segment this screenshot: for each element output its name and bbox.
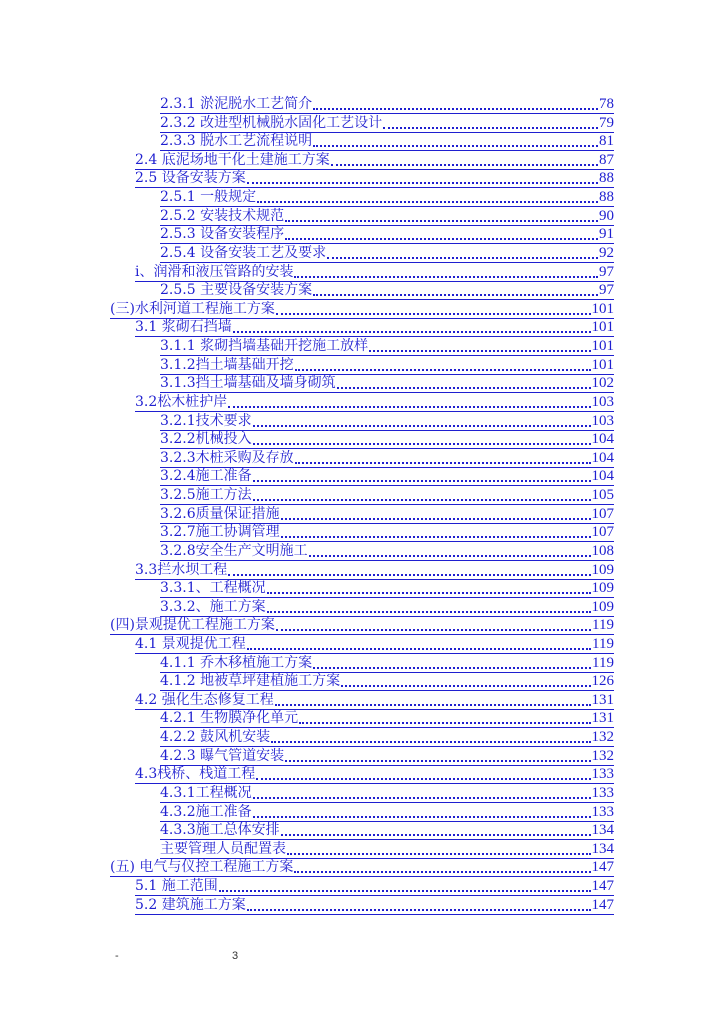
toc-dot-leader	[313, 104, 598, 110]
toc-entry-page: 133	[591, 766, 614, 782]
toc-entry[interactable]	[110, 300, 614, 319]
toc-dot-leader	[281, 830, 591, 836]
toc-dot-leader	[295, 458, 591, 464]
toc-entry-title: i、润滑和液压管路的安装	[135, 264, 294, 280]
toc-entry[interactable]	[160, 412, 614, 431]
toc-dot-leader	[276, 625, 591, 631]
toc-dot-leader	[285, 756, 590, 762]
toc-entry-page: 101	[591, 357, 614, 373]
toc-dot-leader	[253, 476, 591, 482]
toc-entry-title: 3.1 浆砌石挡墙	[135, 319, 232, 335]
toc-entry[interactable]	[135, 635, 614, 654]
toc-dot-leader	[299, 718, 590, 724]
toc-dot-leader	[228, 570, 590, 576]
toc-entry[interactable]	[135, 877, 614, 896]
toc-entry-page: 119	[592, 636, 614, 652]
toc-entry-page: 132	[591, 729, 614, 745]
toc-entry[interactable]	[135, 765, 614, 784]
toc-entry-title: 4.2.2 鼓风机安装	[160, 729, 271, 745]
toc-entry-title: 4.2.1 生物膜净化单元	[160, 710, 299, 726]
toc-dot-leader	[331, 160, 598, 166]
toc-entry-title: 3.2.3木桩采购及存放	[160, 450, 294, 466]
toc-entry-title: 5.2 建筑施工方案	[135, 897, 246, 913]
toc-dot-leader	[253, 439, 591, 445]
toc-dot-leader	[281, 532, 591, 538]
toc-entry[interactable]	[160, 95, 614, 114]
toc-entry-page: 91	[599, 226, 614, 242]
toc-dot-leader	[253, 793, 591, 799]
toc-entry-title: (五) 电气与仪控工程施工方案	[110, 859, 294, 875]
toc-entry-title: 3.2.1技术要求	[160, 413, 252, 429]
toc-entry-page: 104	[591, 431, 614, 447]
toc-dot-leader	[253, 812, 591, 818]
toc-entry-page: 97	[599, 282, 614, 298]
toc-entry-title: 2.5 设备安装方案	[135, 170, 246, 186]
toc-dot-leader	[313, 663, 591, 669]
toc-entry[interactable]	[160, 449, 614, 468]
toc-entry-page: 97	[599, 264, 614, 280]
toc-entry[interactable]	[160, 374, 614, 393]
toc-entry[interactable]	[135, 691, 614, 710]
toc-dot-leader	[313, 290, 598, 296]
toc-dot-leader	[309, 551, 591, 557]
toc-entry-title: 主要管理人员配置表	[160, 841, 286, 857]
toc-entry-title: 3.2.8安全生产文明施工	[160, 543, 308, 559]
toc-dot-leader	[247, 178, 598, 184]
toc-entry[interactable]	[135, 393, 614, 412]
toc-dot-leader	[369, 346, 590, 352]
toc-entry-title: 2.4 底泥场地干化土建施工方案	[135, 152, 330, 168]
toc-entry[interactable]	[160, 803, 614, 822]
toc-entry-page: 102	[591, 375, 614, 391]
toc-entry-page: 134	[591, 822, 614, 838]
toc-entry-page: 81	[599, 133, 614, 149]
toc-entry[interactable]	[160, 542, 614, 561]
toc-entry-title: 2.3.1 淤泥脱水工艺简介	[160, 96, 313, 112]
toc-dot-leader	[247, 905, 591, 911]
toc-entry[interactable]	[160, 188, 614, 207]
toc-entry[interactable]	[110, 616, 614, 635]
toc-entry-page: 104	[591, 468, 614, 484]
toc-entry-title: 4.1 景观提优工程	[135, 636, 246, 652]
toc-entry[interactable]	[160, 244, 614, 263]
toc-entry[interactable]	[160, 467, 614, 486]
toc-entry[interactable]	[160, 579, 614, 598]
toc-dot-leader	[341, 681, 590, 687]
toc-entry-page: 109	[591, 599, 614, 615]
toc-dot-leader	[267, 607, 591, 613]
toc-entry-title: 2.5.3 设备安装程序	[160, 226, 285, 242]
toc-entry[interactable]	[160, 225, 614, 244]
toc-entry[interactable]	[160, 672, 614, 691]
toc-entry[interactable]	[160, 207, 614, 226]
toc-entry-title: 2.5.5 主要设备安装方案	[160, 282, 313, 298]
toc-entry-page: 78	[599, 96, 614, 112]
toc-entry-page: 147	[591, 859, 614, 875]
toc-entry-page: 108	[591, 543, 614, 559]
toc-entry-title: 2.5.2 安装技术规范	[160, 208, 285, 224]
toc-entry-page: 109	[591, 580, 614, 596]
toc-entry-title: 4.3.1工程概况	[160, 785, 252, 801]
toc-entry[interactable]	[160, 281, 614, 300]
toc-entry-title: 4.1.2 地被草坪建植施工方案	[160, 673, 341, 689]
toc-entry-title: 3.3.1、工程概况	[160, 580, 266, 596]
toc-entry-title: 2.3.3 脱水工艺流程说明	[160, 133, 313, 149]
toc-entry-title: 4.2 强化生态修复工程	[135, 692, 274, 708]
toc-entry-page: 107	[591, 506, 614, 522]
toc-entry[interactable]	[160, 821, 614, 840]
footer-mark: -	[115, 950, 119, 962]
toc-dot-leader	[228, 402, 590, 408]
toc-entry-page: 109	[591, 562, 614, 578]
toc-dot-leader	[219, 886, 591, 892]
toc-dot-leader	[267, 588, 591, 594]
toc-entry-title: 3.2.5施工方法	[160, 487, 252, 503]
toc-entry-page: 131	[591, 692, 614, 708]
toc-entry-page: 79	[599, 115, 614, 131]
toc-entry-title: 3.2.2机械投入	[160, 431, 252, 447]
toc-entry-title: 3.2松木桩护岸	[135, 394, 228, 410]
toc-dot-leader	[257, 197, 598, 203]
toc-dot-leader	[383, 123, 598, 129]
toc-entry[interactable]	[160, 356, 614, 375]
toc-entry-page: 103	[591, 413, 614, 429]
page-number: 3	[232, 950, 239, 962]
toc-entry[interactable]	[135, 151, 614, 170]
toc-entry-page: 147	[591, 897, 614, 913]
toc-entry-page: 103	[591, 394, 614, 410]
toc-dot-leader	[253, 421, 591, 427]
toc-entry[interactable]	[135, 561, 614, 580]
toc-entry[interactable]	[160, 598, 614, 617]
toc-dot-leader	[285, 234, 598, 240]
toc-dot-leader	[281, 514, 591, 520]
toc-dot-leader	[294, 272, 598, 278]
toc-entry-title: 2.5.1 一般规定	[160, 189, 257, 205]
toc-entry-title: 2.3.2 改进型机械脱水固化工艺设计	[160, 115, 383, 131]
toc-entry-title: 3.3.2、施工方案	[160, 599, 266, 615]
toc-entry-title: 3.3拦水坝工程	[135, 562, 228, 578]
toc-dot-leader	[285, 216, 598, 222]
toc-entry-title: 3.1.1 浆砌挡墙基础开挖施工放样	[160, 338, 369, 354]
toc-dot-leader	[295, 365, 591, 371]
toc-entry-page: 101	[591, 301, 614, 317]
toc-entry-page: 133	[591, 785, 614, 801]
toc-entry-title: 4.3栈桥、栈道工程	[135, 766, 256, 782]
toc-entry-title: 3.2.7施工协调管理	[160, 524, 280, 540]
toc-entry-page: 92	[599, 245, 614, 261]
toc-entry[interactable]	[160, 654, 614, 673]
toc-entry-title: 3.1.3挡土墙基础及墙身砌筑	[160, 375, 336, 391]
toc-entry[interactable]	[135, 318, 614, 337]
toc-dot-leader	[253, 495, 591, 501]
toc-dot-leader	[294, 867, 590, 873]
toc-entry-title: 4.2.3 曝气管道安装	[160, 748, 285, 764]
toc-entry-title: 5.1 施工范围	[135, 878, 218, 894]
toc-entry[interactable]	[110, 858, 614, 877]
toc-entry-title: 4.1.1 乔木移植施工方案	[160, 655, 313, 671]
toc-entry-page: 134	[591, 841, 614, 857]
toc-entry-page: 101	[591, 338, 614, 354]
toc-entry-title: 3.2.6质量保证措施	[160, 506, 280, 522]
toc-entry-page: 119	[592, 617, 614, 633]
toc-dot-leader	[313, 141, 598, 147]
toc-dot-leader	[287, 849, 591, 855]
toc-entry[interactable]	[160, 114, 614, 133]
toc-entry-title: 4.3.3施工总体安排	[160, 822, 280, 838]
toc-entry[interactable]	[135, 169, 614, 188]
toc-entry-page: 90	[599, 208, 614, 224]
toc-entry-page: 133	[591, 804, 614, 820]
toc-entry-title: (四)景观提优工程施工方案	[110, 617, 275, 633]
toc-entry-page: 101	[591, 319, 614, 335]
toc-entry[interactable]	[160, 709, 614, 728]
toc-entry-page: 132	[591, 748, 614, 764]
toc-entry[interactable]	[160, 505, 614, 524]
toc-entry[interactable]	[160, 132, 614, 151]
toc-entry-page: 119	[592, 655, 614, 671]
toc-dot-leader	[337, 383, 591, 389]
toc-entry[interactable]	[135, 263, 614, 282]
toc-entry-page: 131	[591, 710, 614, 726]
toc-dot-leader	[247, 644, 591, 650]
toc-entry-page: 104	[591, 450, 614, 466]
page-footer	[0, 950, 724, 970]
toc-entry-page: 105	[591, 487, 614, 503]
toc-entry-page: 126	[591, 673, 614, 689]
toc-entry-title: 3.2.4施工准备	[160, 468, 252, 484]
toc-entry[interactable]	[160, 337, 614, 356]
toc-entry[interactable]	[160, 784, 614, 803]
toc-dot-leader	[271, 737, 590, 743]
toc-entry-page: 88	[599, 170, 614, 186]
toc-entry-title: 4.3.2施工准备	[160, 804, 252, 820]
toc-entry-page: 88	[599, 189, 614, 205]
toc-entry-page: 147	[591, 878, 614, 894]
toc-dot-leader	[256, 774, 590, 780]
toc-dot-leader	[327, 253, 598, 259]
toc-entry[interactable]	[135, 896, 614, 915]
toc-entry-title: (三)水利河道工程施工方案	[110, 301, 275, 317]
toc-entry[interactable]	[160, 728, 614, 747]
toc-entry-page: 87	[599, 152, 614, 168]
toc-dot-leader	[276, 309, 591, 315]
toc-entry-title: 2.5.4 设备安装工艺及要求	[160, 245, 327, 261]
toc-entry-page: 107	[591, 524, 614, 540]
toc-dot-leader	[233, 327, 591, 333]
toc-entry[interactable]	[160, 430, 614, 449]
toc-entry[interactable]	[160, 486, 614, 505]
toc-entry[interactable]	[160, 523, 614, 542]
toc-entry-title: 3.1.2挡土墙基础开挖	[160, 357, 294, 373]
toc-dot-leader	[275, 700, 591, 706]
toc-entry[interactable]	[160, 840, 614, 859]
toc-entry[interactable]	[160, 747, 614, 766]
